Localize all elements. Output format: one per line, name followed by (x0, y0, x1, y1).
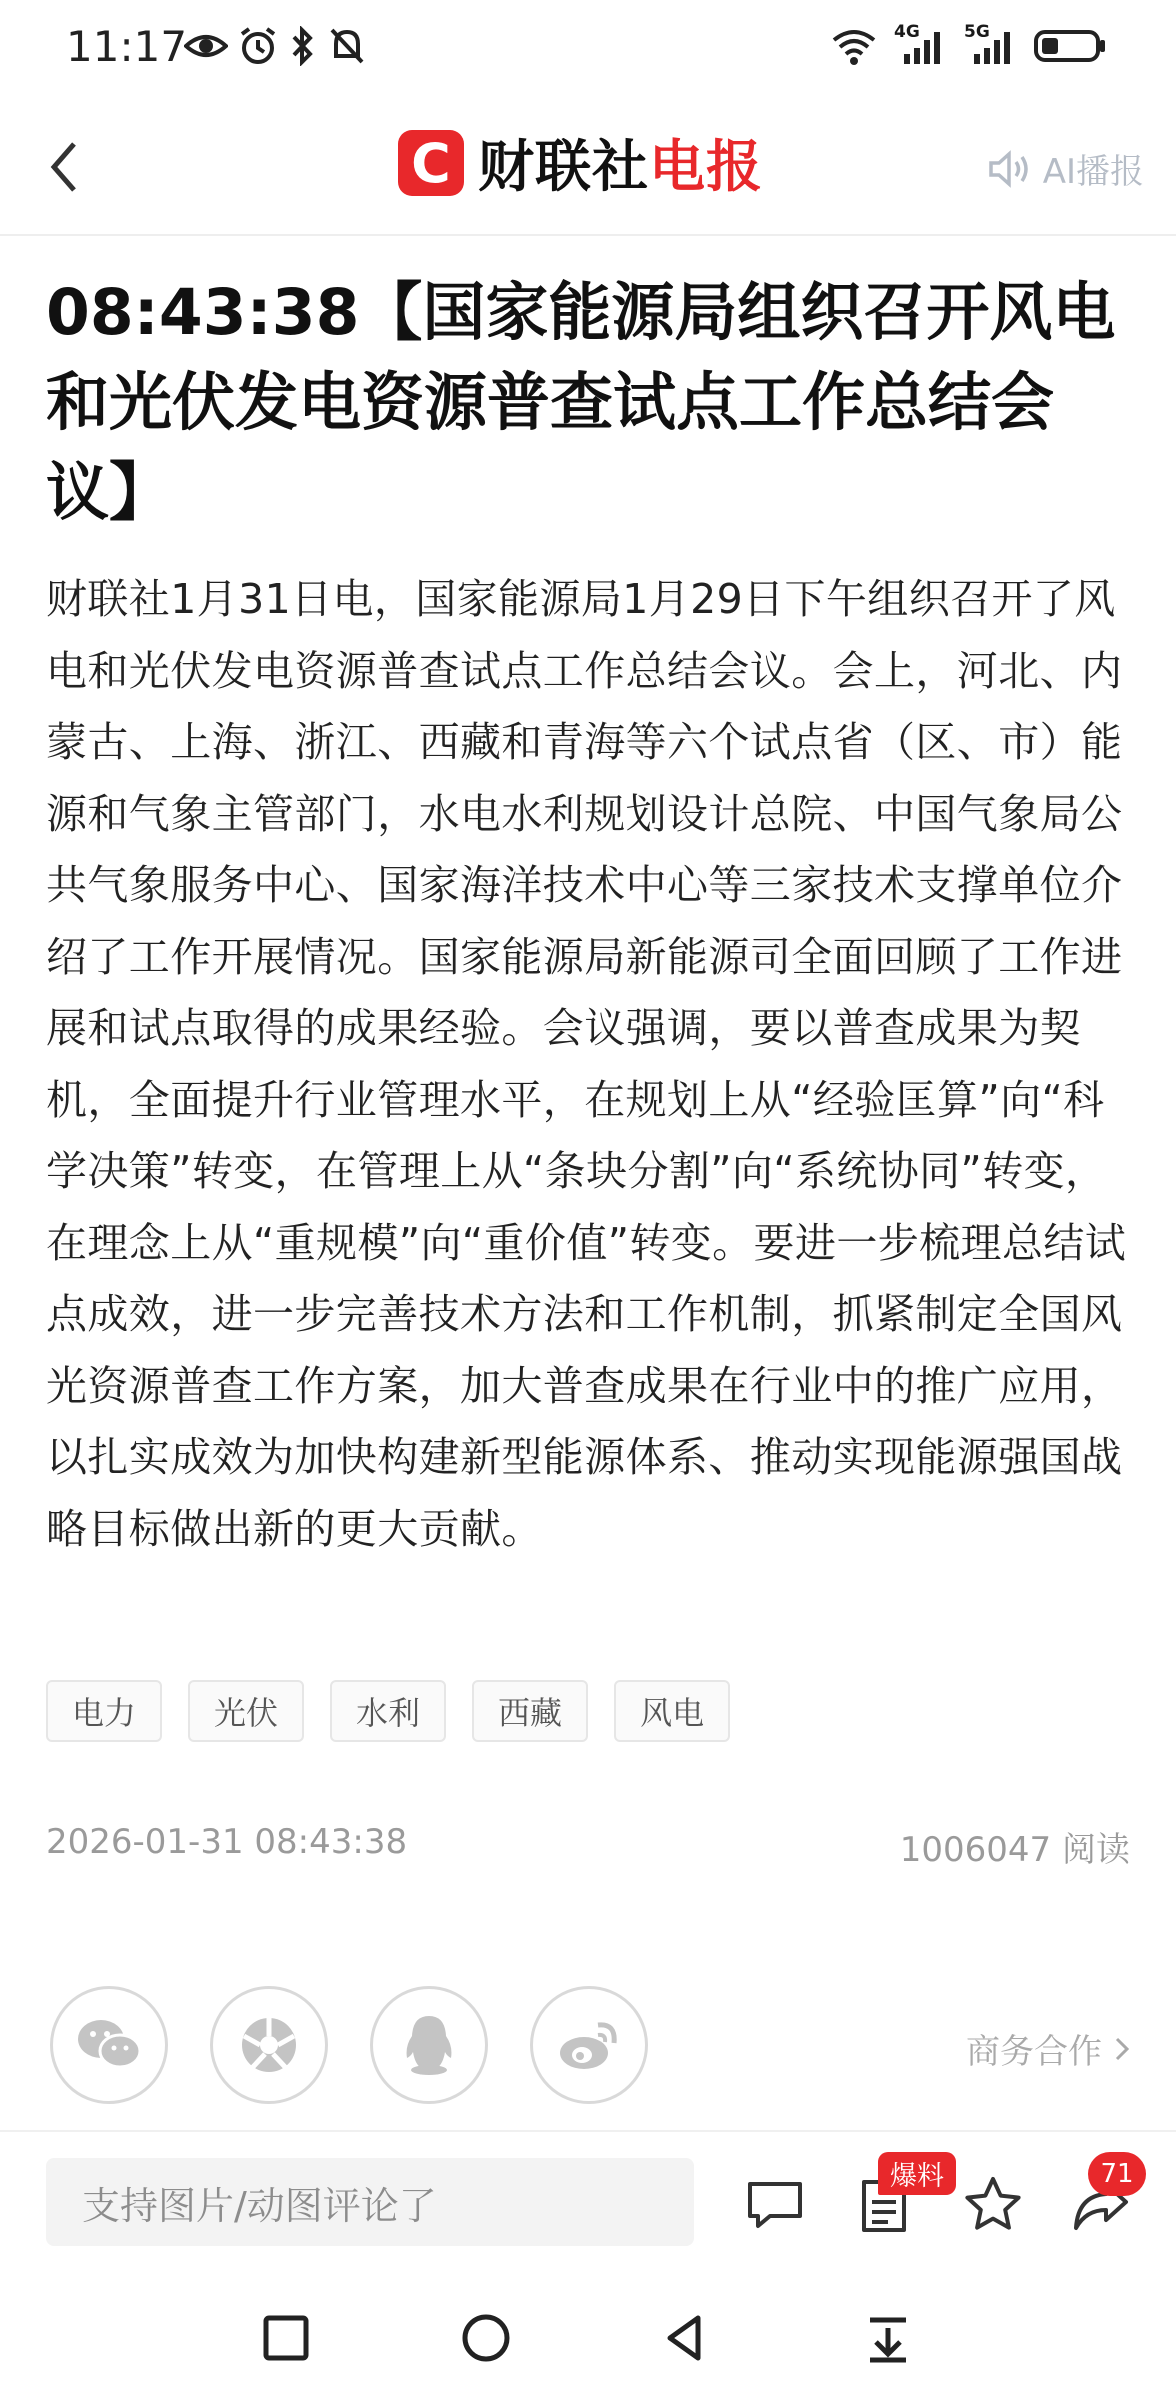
article-body: 财联社1月31日电，国家能源局1月29日下午组织召开了风电和光伏发电资源普查试点工作总结会议。会上，河北、内蒙古、上海、浙江、西藏和青海等六个试点省（区、市）能源和气象主管部门，水电水利规划设计总院、中国气象局公共气象服务中心、国家海洋技术中心等三家技术支撑单位介绍了工作开展情况。国家能源局新能源司全面回顾了工作进展和试点取得的成果经验。会议强调，要以普查成果为契机，全面提升行业管理水平，在规划上从“经验匡算”向“科学决策”转变，在管理上从“条块分割”向“系统协同”转变，在理念上从“重规模”向“重价值”转变。要进一步梳理总结试点成效，进一步完善技术方法和工作机制，抓紧制定全国风光资源普查工作方案，加大普查成果在行业中的推广应用，以扎实成效为加快构建新型能源体系、推动实现能源强国战略目标做出新的更大贡献。 (46, 575, 1127, 1553)
qq-icon (399, 2012, 459, 2078)
app-logo (398, 128, 763, 198)
share-weibo-button[interactable] (530, 1986, 648, 2104)
chevron-left-icon (40, 134, 100, 200)
logo-text-red: 电报 (649, 135, 763, 200)
status-right-icons (830, 22, 1106, 66)
comment-icon (744, 2174, 806, 2236)
mute-icon (328, 26, 366, 66)
share-qq-button[interactable] (370, 1986, 488, 2104)
status-left-icons (184, 26, 366, 66)
signal-4g-icon: 4G (894, 26, 948, 66)
share-moments-button[interactable] (210, 1986, 328, 2104)
moments-icon (236, 2012, 302, 2078)
tag-list (46, 1680, 730, 1742)
chevron-right-icon (1112, 2034, 1132, 2064)
read-count: 1006047 阅读 (899, 1830, 1130, 1870)
tag-item[interactable]: 西藏 (472, 1680, 588, 1742)
nav-bar (0, 100, 1176, 236)
tag-item[interactable]: 风电 (614, 1680, 730, 1742)
business-cooperation-label: 商务合作 (966, 2032, 1102, 2072)
status-bar (0, 0, 1176, 100)
logo-text-black: 财联社 (478, 135, 649, 200)
logo-mark: C (398, 130, 464, 196)
status-time: 11:17 (66, 22, 188, 71)
recents-button[interactable] (260, 2312, 312, 2364)
share-row (50, 1986, 648, 2104)
eye-icon (184, 26, 228, 66)
tag-item[interactable]: 水利 (330, 1680, 446, 1742)
comment-button[interactable] (744, 2174, 806, 2236)
share-count-badge: 71 (1088, 2152, 1146, 2196)
business-cooperation-link[interactable] (966, 2024, 1132, 2073)
notification-pull-button[interactable] (862, 2312, 914, 2364)
wifi-icon (830, 26, 878, 66)
system-nav-bar (0, 2270, 1176, 2400)
triangle-back-icon (660, 2312, 712, 2364)
back-system-button[interactable] (660, 2312, 712, 2364)
comment-bar (0, 2130, 1176, 2272)
home-button[interactable] (460, 2312, 512, 2364)
speaker-icon (987, 147, 1033, 191)
weibo-icon (554, 2015, 624, 2075)
baoliao-badge: 爆料 (878, 2152, 956, 2195)
favorite-button[interactable] (962, 2174, 1024, 2236)
ai-play-button[interactable] (987, 144, 1144, 193)
bluetooth-icon (288, 26, 318, 66)
ai-play-label: AI播报 (1042, 152, 1144, 192)
signal-5g-icon: 5G (964, 26, 1018, 66)
article-title: 08:43:38【国家能源局组织召开风电和光伏发电资源普查试点工作总结会议】 (46, 276, 1116, 529)
pull-down-icon (862, 2312, 914, 2364)
alarm-icon (238, 26, 278, 66)
wechat-icon (74, 2015, 144, 2075)
circle-icon (460, 2312, 512, 2364)
share-wechat-button[interactable] (50, 1986, 168, 2104)
battery-icon (1034, 26, 1106, 66)
logo-text (478, 123, 763, 203)
comment-input[interactable]: 支持图片/动图评论了 (46, 2158, 694, 2246)
star-icon (962, 2174, 1024, 2236)
publish-date: 2026-01-31 08:43:38 (46, 1822, 408, 1862)
tag-item[interactable]: 光伏 (188, 1680, 304, 1742)
tag-item[interactable]: 电力 (46, 1680, 162, 1742)
square-icon (260, 2312, 312, 2364)
back-button[interactable] (40, 134, 100, 200)
